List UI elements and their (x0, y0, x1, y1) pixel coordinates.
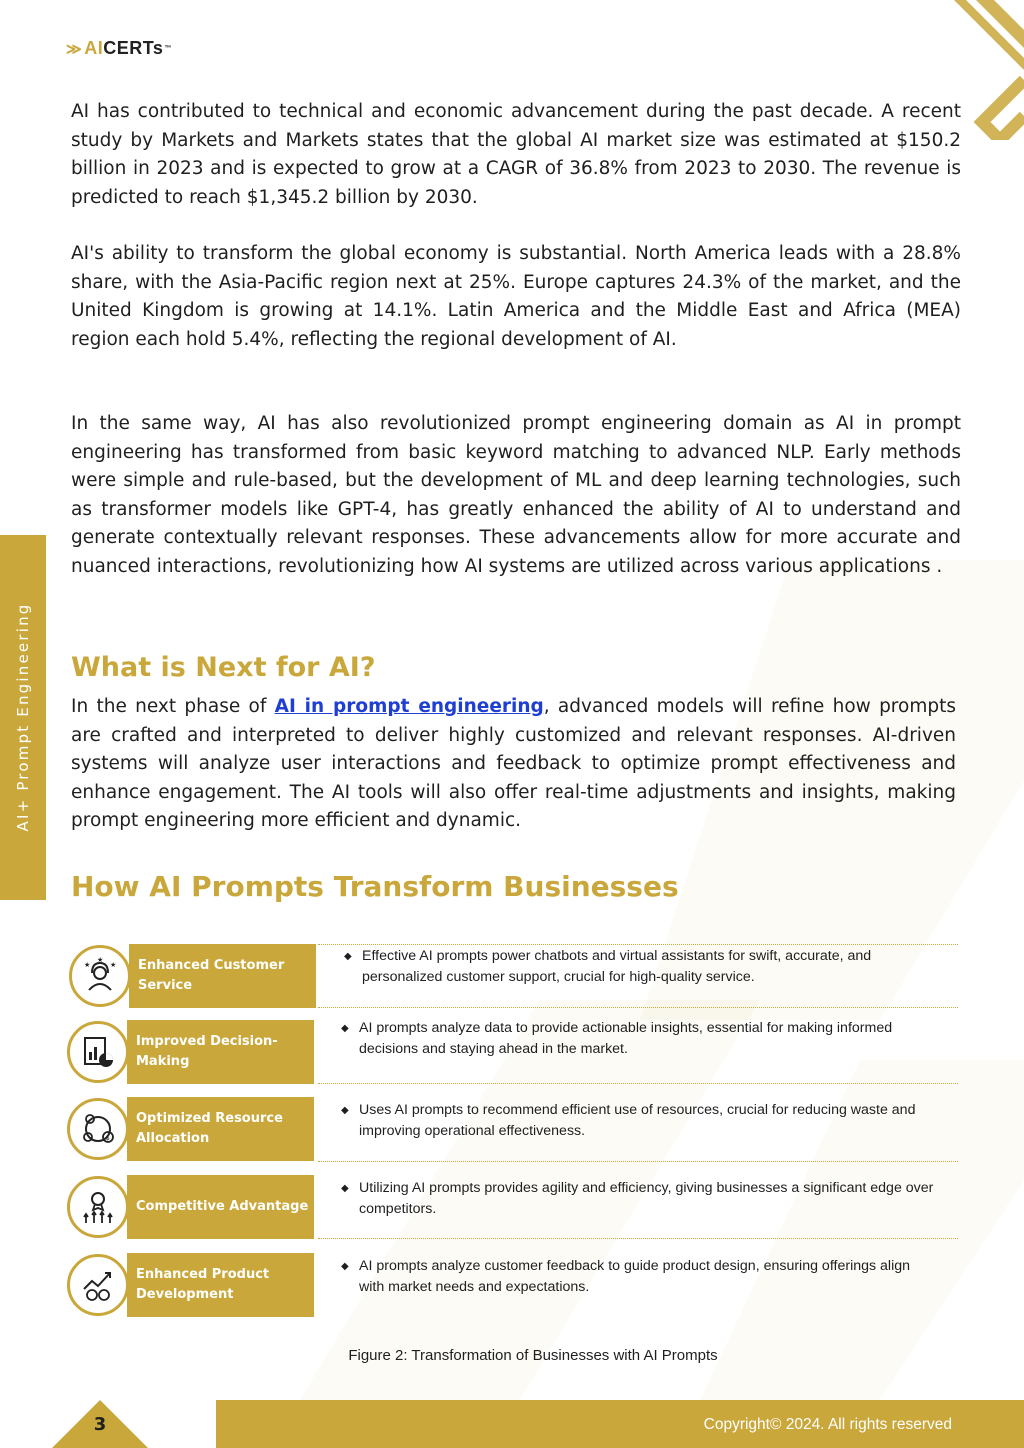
row-desc-decision-making (341, 1018, 939, 1060)
intro-paragraph-2: AI's ability to transform the global economy is substantial. North America leads with a 28.8% share, with the Asia-Pacific region next at 25%. Europe captures 24.3% of the market, and the United Kingdom is growing at 14.1%. Latin America and the Middle East and Africa (MEA) region each hold 5.4%, reflecting the regional development of AI. (71, 243, 961, 350)
aicerts-logo (66, 38, 172, 59)
row-desc-text: Utilizing AI prompts provides agility and efficiency, giving businesses a significant edge over competitors. (359, 1180, 934, 1217)
row-divider (318, 1007, 958, 1008)
page-number: 3 (93, 1414, 107, 1435)
ai-prompt-engineering-link[interactable]: AI in prompt engineering (274, 696, 544, 717)
svg-text:★: ★ (110, 961, 117, 969)
row-divider (318, 1083, 958, 1084)
row-desc-text: Effective AI prompts power chatbots and virtual assistants for swift, accurate, and personalized customer support, crucial for high-quality service. (362, 948, 872, 985)
bullet-icon: ◆ (341, 1105, 349, 1116)
row-label-customer-service: Enhanced Customer Service (129, 944, 316, 1008)
row-desc-competitive-advantage (341, 1178, 939, 1220)
section-heading-transform: How AI Prompts Transform Businesses (71, 870, 679, 903)
row-label-competitive-advantage: Competitive Advantage (127, 1175, 314, 1239)
intro-paragraph-1: AI has contributed to technical and economic advancement during the past decade. A recent study by Markets and Markets states that the global AI market size was estimated at $150.2 billion in 2023 and is expected to grow at a CAGR of 36.8% from 2023 to 2030. The revenue is predicted to reach $1,345.2 billion by 2030. (71, 101, 961, 208)
row-desc-resource-allocation (341, 1100, 939, 1142)
row-divider (318, 1238, 958, 1239)
logo-trademark: ™ (164, 45, 172, 52)
logo-prefix: AI (84, 38, 104, 58)
product-development-icon (67, 1254, 129, 1316)
customer-service-icon (69, 945, 131, 1007)
next-text-after: , advanced models will refine how prompts are crafted and interpreted to deliver highly customized and relevant responses. AI-driven systems will analyze user interactions and feedback to optimize prompt effectiveness and enhance engagement. The AI tools will also offer real-time adjustments and insights, making prompt engineering more efficient and dynamic. (71, 696, 956, 831)
resource-allocation-icon (67, 1098, 129, 1160)
row-desc-text: AI prompts analyze data to provide actionable insights, essential for making informed decisions and staying ahead in the market. (359, 1020, 893, 1057)
bullet-icon: ◆ (341, 1023, 349, 1034)
next-paragraph (71, 693, 956, 836)
next-text-before: In the next phase of (71, 696, 275, 717)
svg-text:★: ★ (84, 961, 91, 969)
bullet-icon: ◆ (341, 1183, 349, 1194)
logo-chevron-icon: ≫ (66, 40, 83, 58)
decision-report-icon (67, 1021, 129, 1083)
row-divider (318, 1161, 958, 1162)
footer-copyright: Copyright© 2024. All rights reserved (703, 1416, 952, 1433)
row-desc-product-development (341, 1256, 939, 1298)
row-label-resource-allocation: Optimized Resource Allocation (127, 1097, 314, 1161)
row-desc-customer-service (344, 946, 932, 988)
row-desc-text: AI prompts analyze customer feedback to guide product design, ensuring offerings align with market needs and expectations. (359, 1258, 911, 1295)
row-desc-text: Uses AI prompts to recommend efficient use of resources, crucial for reducing waste and improving operational effectiveness. (359, 1102, 916, 1139)
logo-suffix: CERTs (103, 38, 164, 58)
svg-text:$: $ (105, 1134, 110, 1142)
bullet-icon: ◆ (341, 1261, 349, 1272)
row-label-product-development: Enhanced Product Development (127, 1253, 314, 1317)
row-divider (318, 944, 958, 945)
figure-caption: Figure 2: Transformation of Businesses with AI Prompts (348, 1347, 718, 1364)
intro-paragraph-3: In the same way, AI has also revolutionized prompt engineering domain as AI in prompt engineering has transformed from basic keyword matching to advanced NLP. Early methods were simple and rule-based, but the development of ML and deep learning technologies, such as transformer models like GPT-4, has greatly enhanced the ability of AI to understand and generate contextually relevant responses. These advancements allow for more accurate and nuanced interactions, revolutionizing how AI systems are utilized across various applications . (71, 413, 961, 577)
award-growth-icon (67, 1176, 129, 1238)
svg-text:★: ★ (97, 956, 104, 964)
row-label-decision-making: Improved Decision-Making (127, 1020, 314, 1084)
bullet-icon: ◆ (344, 951, 352, 962)
section-heading-next: What is Next for AI? (71, 652, 376, 683)
sidebar-label: AI+ Prompt Engineering (14, 602, 32, 832)
